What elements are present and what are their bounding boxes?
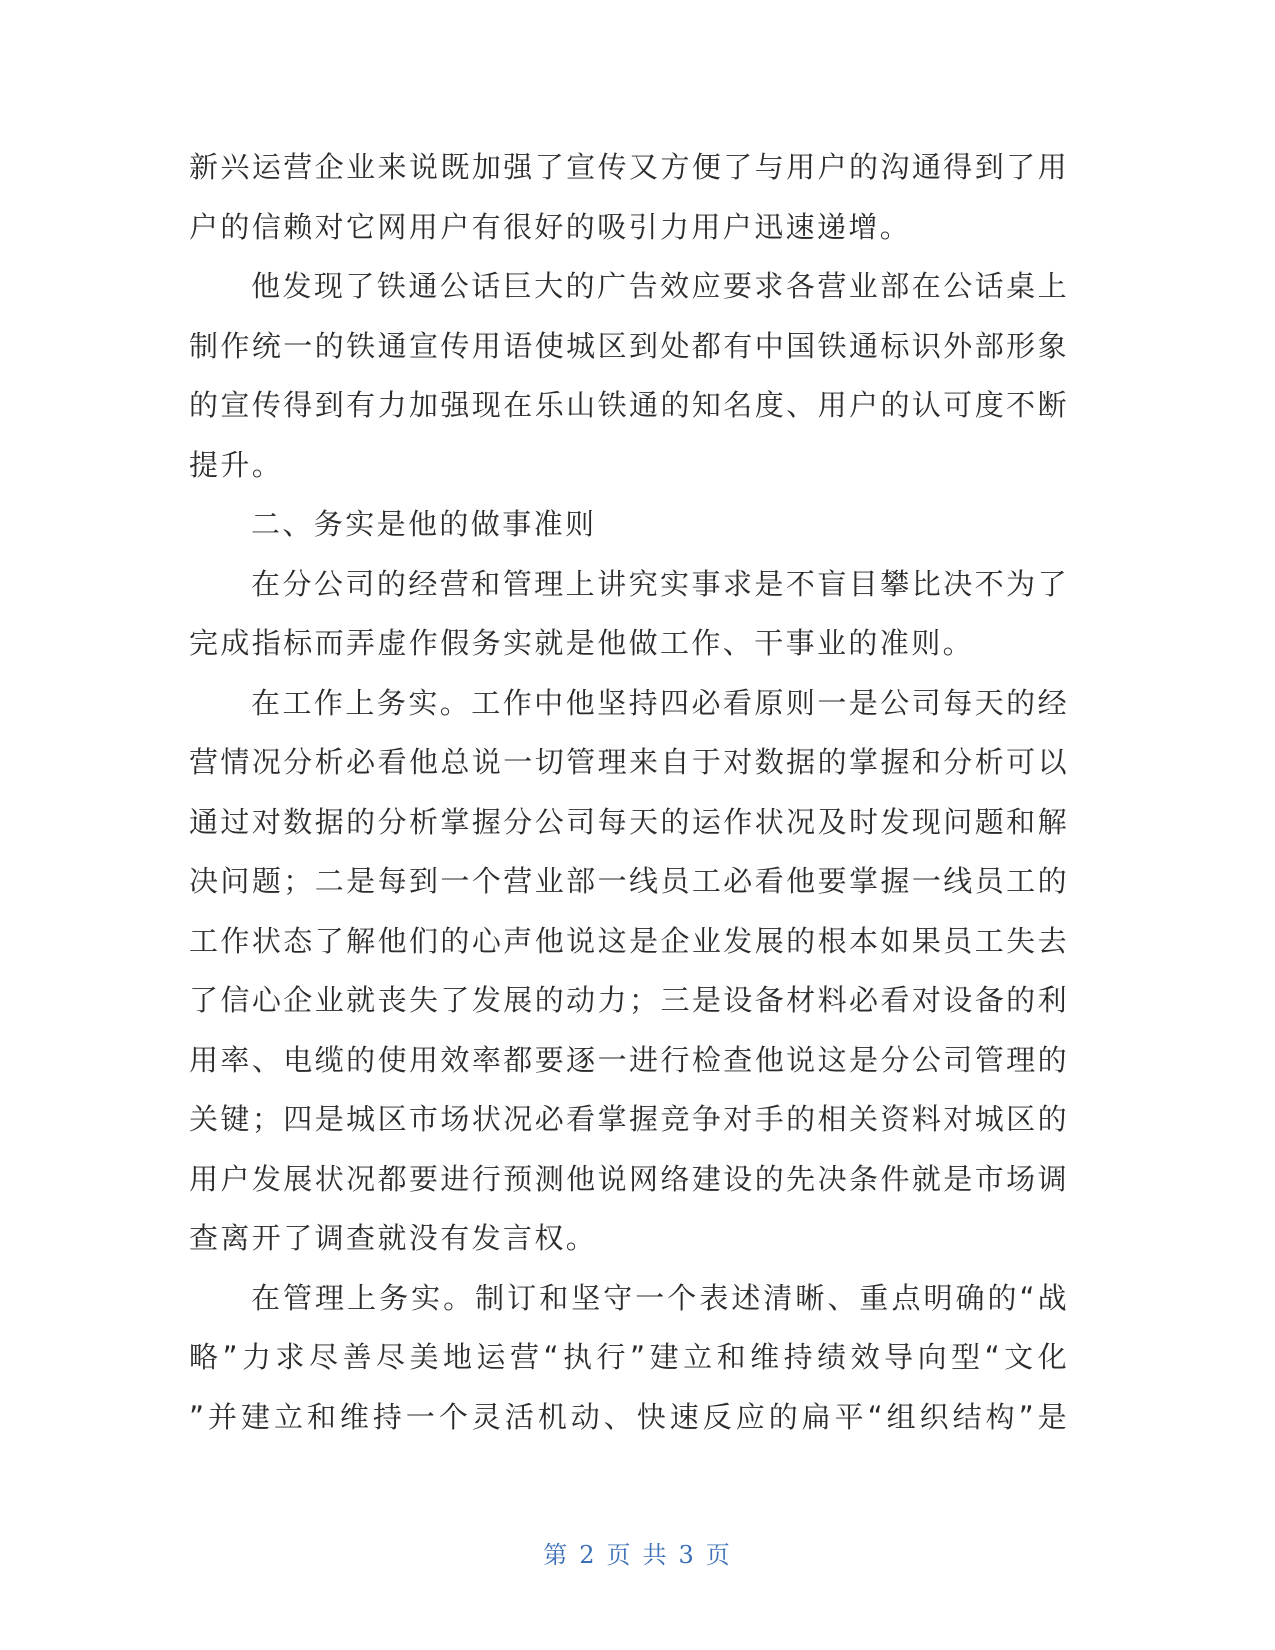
- text-line: 营情况分析必看他总说一切管理来自于对数据的掌握和分析可以: [189, 745, 1069, 779]
- text-line: 制作统一的铁通宣传用语使城区到处都有中国铁通标识外部形象: [189, 328, 1069, 363]
- total-label: 共: [642, 1541, 669, 1569]
- text-line: 关键；四是城区市场状况必看掌握竞争对手的相关资料对城区的: [189, 1102, 1069, 1136]
- text-line: 用率、电缆的使用效率都要逐一进行检查他说这是分公司管理的: [189, 1042, 1069, 1077]
- section-heading: 二、务实是他的做事准则: [251, 507, 597, 541]
- text-line: 完成指标而弄虚作假务实就是他做工作、干事业的准则。: [189, 626, 975, 660]
- text-line: 略”力求尽善尽美地运营“执行”建立和维持绩效导向型“文化: [189, 1340, 1069, 1374]
- text-line: 工作状态了解他们的心声他说这是企业发展的根本如果员工失去: [189, 923, 1069, 958]
- text-line: 的宣传得到有力加强现在乐山铁通的知名度、用户的认可度不断: [189, 388, 1069, 422]
- text-line: 了信心企业就丧失了发展的动力；三是设备材料必看对设备的利: [189, 983, 1069, 1017]
- page-label-prefix: 第: [543, 1541, 570, 1569]
- total-page-number: 3: [678, 1541, 696, 1569]
- text-line: 在工作上务实。工作中他坚持四必看原则一是公司每天的经: [251, 685, 1069, 720]
- current-page-number: 2: [579, 1541, 597, 1569]
- text-line: 在管理上务实。制订和坚守一个表述清晰、重点明确的“战: [251, 1280, 1069, 1315]
- text-line: 在分公司的经营和管理上讲究实事求是不盲目攀比决不为了: [251, 566, 1069, 601]
- page-number-footer: [0, 1535, 1275, 1570]
- text-line: 户的信赖对它网用户有很好的吸引力用户迅速递增。: [189, 209, 912, 244]
- text-line: 通过对数据的分析掌握分公司每天的运作状况及时发现问题和解: [189, 804, 1069, 839]
- page-label-mid: 页: [606, 1541, 633, 1569]
- text-line: 用户发展状况都要进行预测他说网络建设的先决条件就是市场调: [189, 1161, 1069, 1196]
- text-line: 他发现了铁通公话巨大的广告效应要求各营业部在公话桌上: [251, 269, 1069, 303]
- text-line: 新兴运营企业来说既加强了宣传又方便了与用户的沟通得到了用: [189, 150, 1069, 184]
- text-line: 决问题；二是每到一个营业部一线员工必看他要掌握一线员工的: [189, 864, 1069, 898]
- page-label-suffix: 页: [705, 1541, 732, 1569]
- text-line: ”并建立和维持一个灵活机动、快速反应的扁平“组织结构”是: [189, 1399, 1069, 1434]
- text-line: 查离开了调查就没有发言权。: [189, 1221, 598, 1255]
- text-line: 提升。: [189, 447, 284, 482]
- document-body: [189, 138, 1069, 1447]
